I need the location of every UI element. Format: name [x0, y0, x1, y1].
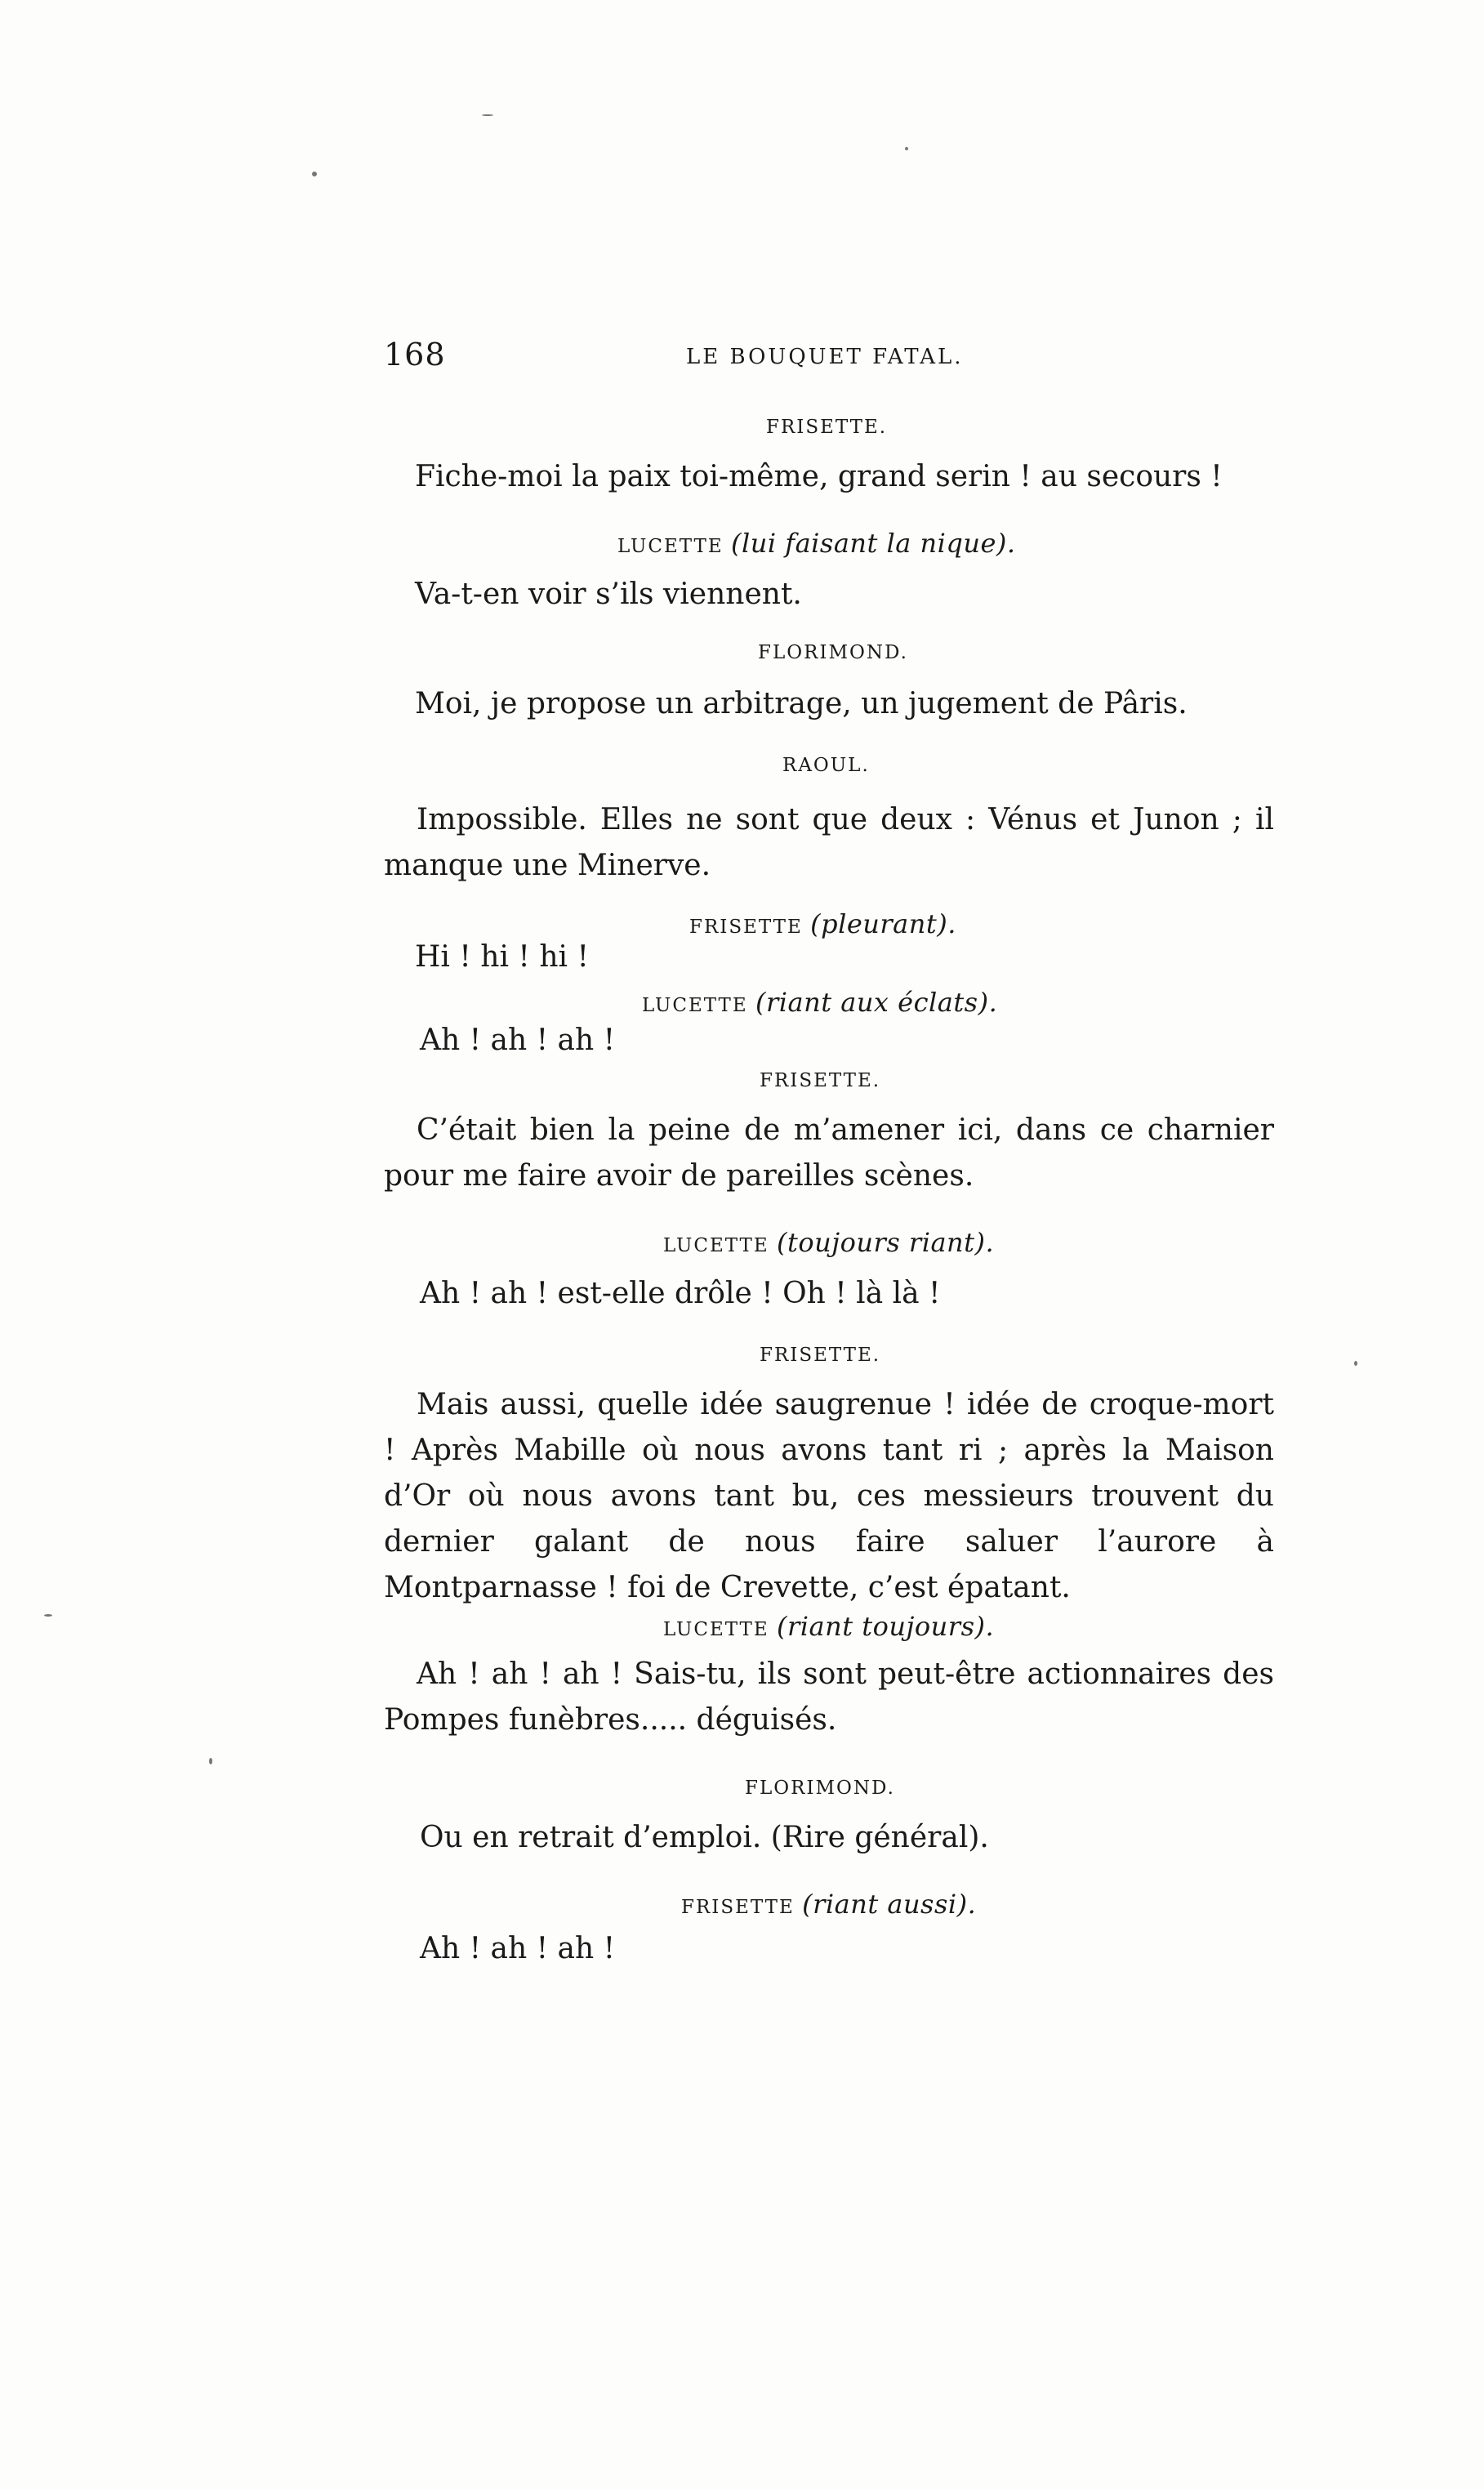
speaker-label	[663, 1227, 994, 1258]
scan-speck	[209, 1758, 212, 1764]
speaker-name: LUCETTE	[617, 536, 724, 557]
page-number: 168	[384, 337, 446, 372]
scan-speck	[312, 172, 317, 176]
speaker-name: LUCETTE	[663, 1235, 769, 1256]
speaker-label	[760, 1345, 880, 1366]
speaker-label	[782, 755, 870, 776]
stage-direction: (riant toujours).	[777, 1611, 995, 1642]
speech-line: Fiche-moi la paix toi-même, grand serin ! au secours !	[415, 460, 1223, 493]
speaker-label	[617, 528, 1016, 559]
speech-line: Moi, je propose un arbitrage, un jugement de Pâris.	[415, 687, 1188, 720]
scan-speck	[905, 147, 908, 150]
speaker-label	[745, 1778, 895, 1799]
speech-line: Hi ! hi ! hi !	[415, 940, 589, 974]
speaker-label	[766, 417, 887, 438]
page-header	[384, 337, 1202, 377]
speech-paragraph: Mais aussi, quelle idée saugrenue ! idée de croque-mort ! Après Mabille où nous avons tant ri ; après la Maison d’Or où nous avons tant bu, ces messieurs trouvent du dernier galant de nous faire saluer l’aurore à Montparnasse ! foi de Crevette, c’est épatant.	[384, 1388, 1274, 1604]
speech-paragraph: Ah ! ah ! ah ! Sais-tu, ils sont peut-être actionnaires des Pompes funèbres..... déguisés.	[384, 1657, 1274, 1737]
speaker-label	[758, 642, 908, 663]
speaker-name: FLORIMOND.	[758, 642, 908, 663]
speaker-name: FRISETTE	[681, 1897, 795, 1918]
scan-speck	[44, 1614, 52, 1617]
stage-direction: (riant aussi).	[802, 1889, 977, 1920]
stage-direction: (pleurant).	[810, 908, 956, 939]
speech-line: Ah ! ah ! ah !	[420, 1932, 616, 1965]
speaker-label	[760, 1070, 880, 1091]
speaker-label	[642, 987, 997, 1018]
stage-direction: (toujours riant).	[777, 1227, 995, 1258]
stage-direction: (riant aux éclats).	[755, 987, 998, 1018]
speech-line: Ah ! ah ! est-elle drôle ! Oh ! là là !	[420, 1277, 941, 1310]
speech-line: Ou en retrait d’emploi. (Rire général).	[420, 1821, 989, 1854]
scan-speck	[1354, 1361, 1357, 1366]
speaker-name: FRISETTE	[689, 917, 803, 938]
speaker-name: FRISETTE.	[760, 1070, 881, 1091]
speaker-name: RAOUL.	[782, 755, 870, 776]
speaker-name: FLORIMOND.	[745, 1778, 895, 1799]
speech-paragraph: C’était bien la peine de m’amener ici, dans ce charnier pour me faire avoir de pareilles scènes.	[384, 1113, 1274, 1193]
speaker-name: FRISETTE.	[760, 1345, 881, 1366]
speaker-label	[689, 908, 956, 939]
speech-paragraph: Impossible. Elles ne sont que deux : Vénus et Junon ; il manque une Minerve.	[384, 803, 1274, 882]
speaker-name: FRISETTE.	[766, 417, 888, 438]
speech-line: Va-t-en voir s’ils viennent.	[415, 578, 802, 611]
stage-direction: (lui faisant la nique).	[731, 528, 1016, 559]
speaker-name: LUCETTE	[642, 995, 748, 1016]
speaker-label	[663, 1611, 994, 1642]
speaker-label	[681, 1889, 976, 1920]
running-title: LE BOUQUET FATAL.	[686, 345, 964, 369]
speech-line: Ah ! ah ! ah !	[420, 1024, 616, 1057]
scan-speck	[482, 114, 493, 116]
speaker-name: LUCETTE	[663, 1619, 769, 1640]
